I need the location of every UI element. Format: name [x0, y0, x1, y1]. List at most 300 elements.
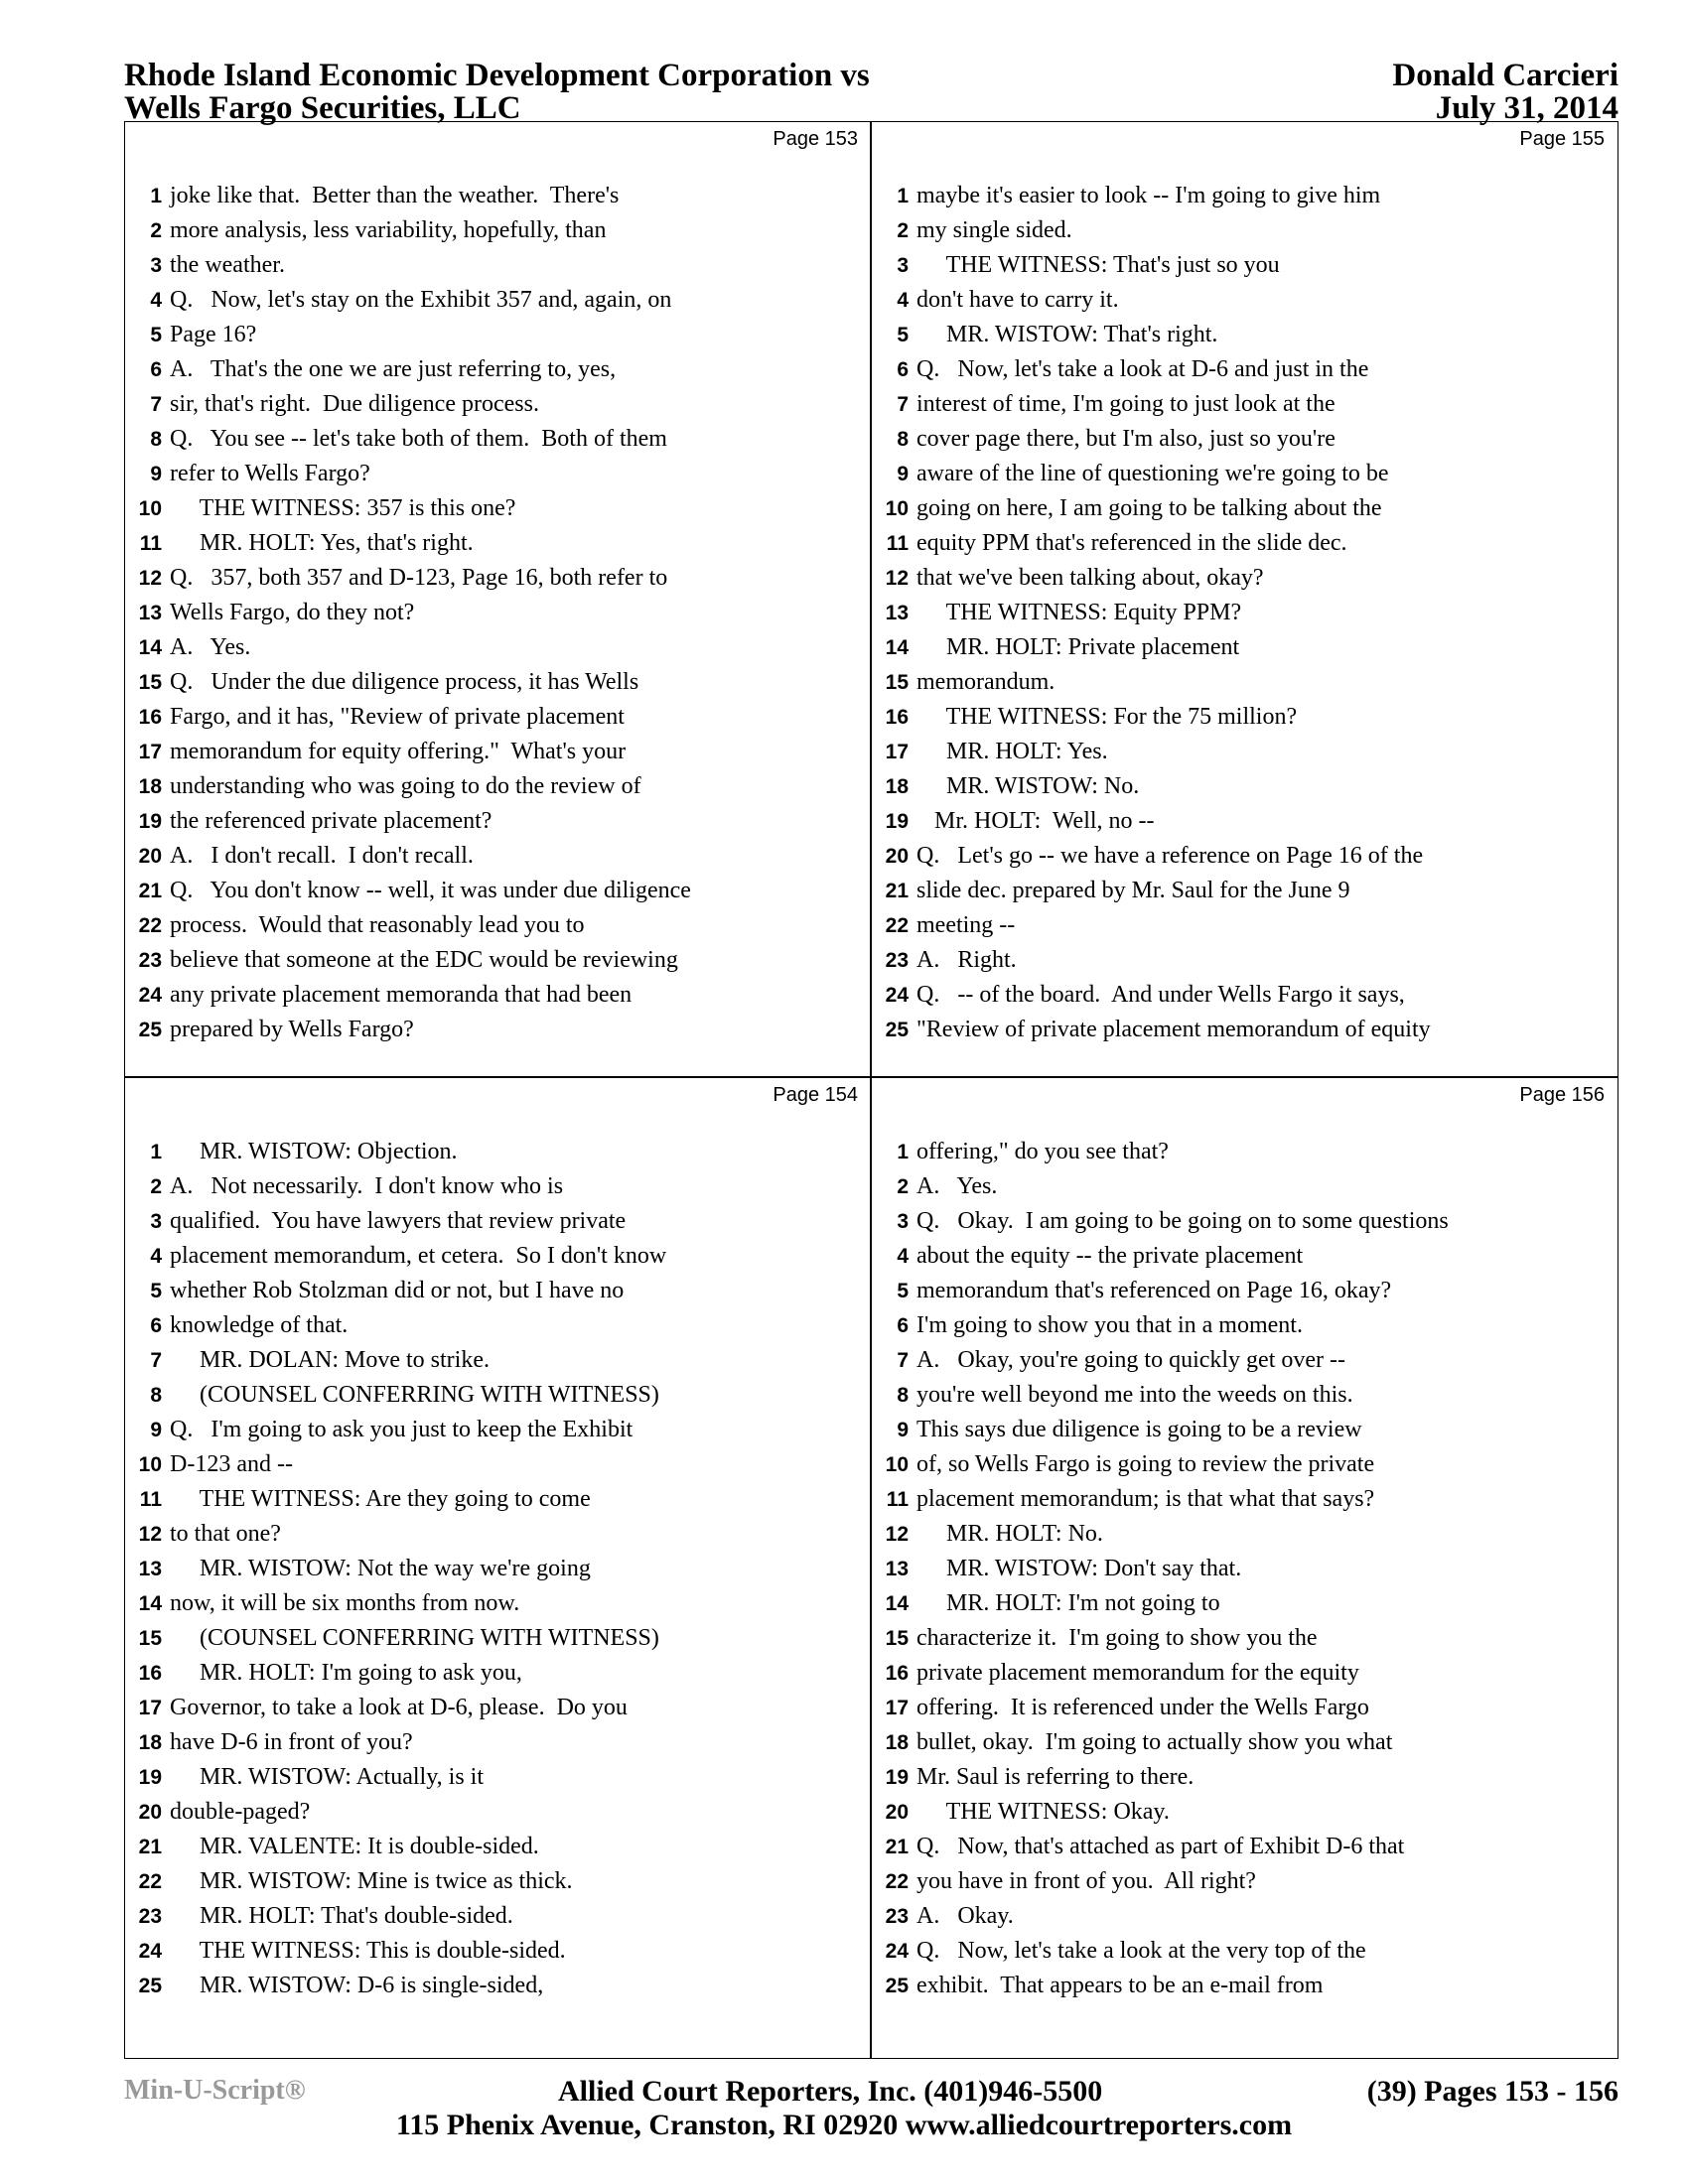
- transcript-line: [872, 491, 1617, 526]
- line-text: cover page there, but I'm also, just so you're: [916, 426, 1336, 452]
- line-number: 17: [885, 1697, 909, 1719]
- line-text: THE WITNESS: That's just so you: [916, 252, 1280, 278]
- line-text: I'm going to show you that in a moment.: [916, 1312, 1303, 1338]
- line-text: THE WITNESS: Are they going to come: [170, 1486, 591, 1512]
- transcript-line: [872, 1135, 1617, 1169]
- transcript-line: [125, 769, 870, 804]
- transcript-line: [125, 1899, 870, 1934]
- line-number: 25: [138, 1975, 162, 1997]
- line-number: 2: [150, 1175, 162, 1198]
- line-text: understanding who was going to do the review of: [170, 773, 641, 799]
- line-text: prepared by Wells Fargo?: [170, 1017, 414, 1042]
- line-list: [125, 179, 870, 1047]
- transcript-line: [125, 1621, 870, 1656]
- line-text: process. Would that reasonably lead you to: [170, 912, 585, 938]
- line-number: 22: [138, 1870, 162, 1893]
- page-number: Page 154: [773, 1084, 858, 1106]
- line-text: equity PPM that's referenced in the slide dec.: [916, 530, 1347, 556]
- transcript-line: [872, 630, 1617, 665]
- transcript-line: [125, 561, 870, 596]
- line-number: 6: [150, 358, 162, 381]
- line-text: MR. WISTOW: Not the way we're going: [170, 1556, 591, 1581]
- page-range: (39) Pages 153 - 156: [1366, 2075, 1618, 2108]
- line-number: 25: [138, 1019, 162, 1041]
- transcript-line: [872, 1013, 1617, 1047]
- line-text: MR. HOLT: Yes, that's right.: [170, 530, 474, 556]
- transcript-line: [872, 1830, 1617, 1864]
- line-text: private placement memorandum for the equity: [916, 1660, 1359, 1686]
- transcript-line: [872, 908, 1617, 943]
- transcript-line: [125, 1586, 870, 1621]
- line-text: placement memorandum; is that what that says?: [916, 1486, 1375, 1512]
- line-text: Q. I'm going to ask you just to keep the Exhibit: [170, 1417, 633, 1442]
- transcript-line: [125, 665, 870, 700]
- line-text: now, it will be six months from now.: [170, 1590, 520, 1616]
- line-text: Q. You see -- let's take both of them. Both of them: [170, 426, 667, 452]
- transcript-line: [872, 1691, 1617, 1725]
- transcript-line: [125, 1135, 870, 1169]
- transcript-page: [872, 1078, 1617, 2032]
- transcript-line: [125, 422, 870, 457]
- transcript-line: [872, 283, 1617, 318]
- transcript-line: [125, 1725, 870, 1760]
- transcript-line: [872, 978, 1617, 1013]
- line-number: 5: [897, 1280, 909, 1302]
- line-number: 22: [885, 914, 909, 937]
- line-text: Q. Now, let's stay on the Exhibit 357 and, again, on: [170, 287, 672, 313]
- line-number: 7: [897, 1349, 909, 1372]
- line-text: bullet, okay. I'm going to actually show you what: [916, 1729, 1393, 1755]
- line-number: 15: [885, 1627, 909, 1650]
- line-number: 11: [886, 1488, 909, 1511]
- transcript-line: [872, 1413, 1617, 1447]
- line-number: 8: [897, 1384, 909, 1407]
- transcript-line: [125, 596, 870, 630]
- line-number: 21: [138, 1836, 162, 1858]
- line-number: 20: [885, 845, 909, 868]
- line-text: double-paged?: [170, 1799, 311, 1825]
- line-text: you're well beyond me into the weeds on this.: [916, 1382, 1353, 1408]
- line-text: have D-6 in front of you?: [170, 1729, 413, 1755]
- line-number: 5: [150, 324, 162, 346]
- transcript-line: [125, 1864, 870, 1899]
- line-text: about the equity -- the private placement: [916, 1243, 1304, 1269]
- line-text: Fargo, and it has, "Review of private placement: [170, 704, 625, 730]
- transcript-line: [872, 352, 1617, 387]
- line-text: MR. HOLT: That's double-sided.: [170, 1903, 513, 1929]
- line-number: 18: [138, 775, 162, 798]
- transcript-page: [125, 122, 870, 1076]
- transcript-line: [872, 561, 1617, 596]
- line-text: exhibit. That appears to be an e-mail from: [916, 1973, 1324, 1998]
- transcript-line: [872, 179, 1617, 213]
- transcript-line: [125, 179, 870, 213]
- line-text: Q. -- of the board. And under Wells Fargo it says,: [916, 982, 1405, 1008]
- line-text: of, so Wells Fargo is going to review the private: [916, 1451, 1375, 1477]
- line-text: meeting --: [916, 912, 1016, 938]
- transcript-line: [125, 1378, 870, 1413]
- line-number: 21: [138, 880, 162, 902]
- line-number: 23: [138, 949, 162, 972]
- transcript-line: [872, 1517, 1617, 1552]
- line-number: 1: [150, 185, 162, 207]
- case-title: [124, 60, 870, 125]
- line-text: going on here, I am going to be talking about the: [916, 495, 1382, 521]
- line-number: 16: [138, 706, 162, 729]
- line-number: 9: [897, 1419, 909, 1441]
- line-text: my single sided.: [916, 217, 1072, 243]
- line-text: interest of time, I'm going to just look at the: [916, 391, 1336, 417]
- transcript-line: [125, 700, 870, 735]
- transcript-line: [872, 1169, 1617, 1204]
- line-number: 11: [139, 532, 162, 555]
- page-number: Page 156: [1519, 1084, 1605, 1106]
- transcript-line: [872, 769, 1617, 804]
- line-text: MR. WISTOW: No.: [916, 773, 1140, 799]
- line-number: 23: [885, 1905, 909, 1928]
- line-number: 23: [885, 949, 909, 972]
- line-text: the weather.: [170, 252, 285, 278]
- line-text: Q. Now, let's take a look at D-6 and just in the: [916, 356, 1369, 382]
- transcript-line: [872, 1378, 1617, 1413]
- line-number: 14: [138, 1592, 162, 1615]
- reporter-company: Allied Court Reporters, Inc. (401)946-5500: [558, 2075, 1103, 2108]
- line-number: 17: [138, 1697, 162, 1719]
- line-text: A. Yes.: [170, 634, 251, 660]
- line-number: 23: [138, 1905, 162, 1928]
- line-text: Mr. Saul is referring to there.: [916, 1764, 1195, 1790]
- line-text: offering," do you see that?: [916, 1139, 1169, 1164]
- line-number: 10: [138, 497, 162, 520]
- line-text: you have in front of you. All right?: [916, 1868, 1256, 1894]
- line-text: qualified. You have lawyers that review private: [170, 1208, 627, 1234]
- line-number: 2: [897, 219, 909, 242]
- line-text: placement memorandum, et cetera. So I don't know: [170, 1243, 667, 1269]
- transcript-line: [125, 1308, 870, 1343]
- line-number: 3: [150, 254, 162, 277]
- line-number: 12: [138, 1523, 162, 1546]
- line-number: 18: [885, 775, 909, 798]
- min-u-script-brand: Min-U-Script®: [124, 2075, 306, 2106]
- line-number: 12: [885, 567, 909, 590]
- transcript-line: [872, 1656, 1617, 1691]
- transcript-line: [872, 1308, 1617, 1343]
- line-text: MR. WISTOW: D-6 is single-sided,: [170, 1973, 544, 1998]
- transcript-page: [872, 122, 1617, 1076]
- line-number: 3: [897, 254, 909, 277]
- line-text: memorandum that's referenced on Page 16, okay?: [916, 1278, 1392, 1303]
- line-number: 7: [897, 393, 909, 416]
- line-number: 21: [885, 1836, 909, 1858]
- line-text: that we've been talking about, okay?: [916, 565, 1264, 591]
- line-number: 6: [150, 1314, 162, 1337]
- line-number: 17: [885, 741, 909, 763]
- line-number: 7: [150, 1349, 162, 1372]
- transcript-line: [872, 1447, 1617, 1482]
- line-text: offering. It is referenced under the Wells Fargo: [916, 1695, 1369, 1720]
- line-number: 25: [885, 1975, 909, 1997]
- transcript-grid: [124, 121, 1618, 2059]
- line-text: to that one?: [170, 1521, 281, 1547]
- line-number: 16: [885, 706, 909, 729]
- page-number: Page 153: [773, 128, 858, 150]
- line-number: 2: [897, 1175, 909, 1198]
- line-text: A. Not necessarily. I don't know who is: [170, 1173, 564, 1199]
- transcript-line: [125, 1169, 870, 1204]
- line-text: THE WITNESS: For the 75 million?: [916, 704, 1298, 730]
- transcript-line: [125, 1830, 870, 1864]
- line-text: sir, that's right. Due diligence process.: [170, 391, 539, 417]
- transcript-line: [125, 457, 870, 491]
- transcript-line: [872, 1969, 1617, 2003]
- line-number: 20: [138, 845, 162, 868]
- line-text: A. Right.: [916, 947, 1017, 973]
- transcript-line: [872, 665, 1617, 700]
- transcript-line: [125, 1343, 870, 1378]
- line-number: 13: [885, 602, 909, 624]
- transcript-line: [125, 1795, 870, 1830]
- transcript-page: [125, 1078, 870, 2032]
- line-number: 18: [885, 1731, 909, 1754]
- transcript-line: [872, 248, 1617, 283]
- line-number: 3: [150, 1210, 162, 1233]
- transcript-line: [125, 213, 870, 248]
- transcript-line: [125, 1552, 870, 1586]
- transcript-line: [125, 1013, 870, 1047]
- line-number: 7: [150, 393, 162, 416]
- line-number: 8: [897, 428, 909, 451]
- transcript-line: [872, 943, 1617, 978]
- transcript-line: [125, 526, 870, 561]
- transcript-line: [125, 318, 870, 352]
- transcript-line: [872, 318, 1617, 352]
- line-number: 4: [150, 1245, 162, 1268]
- line-number: 19: [138, 1766, 162, 1789]
- line-number: 6: [897, 358, 909, 381]
- transcript-line: [125, 839, 870, 874]
- transcript-line: [872, 1343, 1617, 1378]
- line-text: any private placement memoranda that had been: [170, 982, 633, 1008]
- line-number: 15: [885, 671, 909, 694]
- transcript-line: [872, 839, 1617, 874]
- line-text: Governor, to take a look at D-6, please. Do you: [170, 1695, 628, 1720]
- transcript-line: [125, 1239, 870, 1274]
- line-list: [872, 179, 1617, 1047]
- line-number: 20: [138, 1801, 162, 1824]
- line-number: 1: [897, 185, 909, 207]
- line-text: THE WITNESS: Equity PPM?: [916, 600, 1242, 625]
- line-number: 13: [138, 602, 162, 624]
- transcript-line: [125, 1934, 870, 1969]
- transcript-line: [125, 1413, 870, 1447]
- line-number: 14: [138, 636, 162, 659]
- transcript-line: [125, 804, 870, 839]
- transcript-line: [872, 1274, 1617, 1308]
- line-number: 1: [150, 1141, 162, 1163]
- line-text: Q. Now, that's attached as part of Exhibit D-6 that: [916, 1834, 1405, 1859]
- transcript-line: [872, 1586, 1617, 1621]
- transcript-line: [872, 457, 1617, 491]
- line-number: 22: [885, 1870, 909, 1893]
- line-number: 6: [897, 1314, 909, 1337]
- transcript-line: [125, 735, 870, 769]
- line-number: 9: [897, 463, 909, 485]
- line-text: (COUNSEL CONFERRING WITH WITNESS): [170, 1382, 659, 1408]
- witness-date: [1392, 60, 1618, 125]
- transcript-line: [125, 978, 870, 1013]
- transcript-line: [125, 491, 870, 526]
- transcript-line: [125, 630, 870, 665]
- line-text: MR. HOLT: I'm not going to: [916, 1590, 1220, 1616]
- line-number: 12: [885, 1523, 909, 1546]
- line-text: MR. HOLT: Yes.: [916, 739, 1108, 764]
- line-number: 11: [886, 532, 909, 555]
- transcript-line: [872, 804, 1617, 839]
- transcript-line: [125, 1517, 870, 1552]
- transcript-line: [872, 1552, 1617, 1586]
- line-text: memorandum.: [916, 669, 1055, 695]
- line-text: believe that someone at the EDC would be reviewing: [170, 947, 678, 973]
- transcript-line: [872, 387, 1617, 422]
- transcript-line: [872, 526, 1617, 561]
- line-number: 17: [138, 741, 162, 763]
- line-number: 9: [150, 463, 162, 485]
- transcript-line: [125, 1760, 870, 1795]
- line-text: memorandum for equity offering." What's your: [170, 739, 627, 764]
- line-number: 13: [138, 1558, 162, 1580]
- transcript-line: [125, 1447, 870, 1482]
- witness-name: Donald Carcieri: [1392, 58, 1618, 93]
- transcript-line: [872, 1899, 1617, 1934]
- line-text: Q. Let's go -- we have a reference on Page 16 of the: [916, 843, 1424, 869]
- line-text: Q. You don't know -- well, it was under due diligence: [170, 878, 691, 903]
- line-number: 16: [885, 1662, 909, 1685]
- line-text: Q. Now, let's take a look at the very top of the: [916, 1938, 1366, 1964]
- line-text: MR. WISTOW: That's right.: [916, 322, 1218, 347]
- line-text: Q. Under the due diligence process, it has Wells: [170, 669, 639, 695]
- line-number: 8: [150, 1384, 162, 1407]
- line-text: Page 16?: [170, 322, 257, 347]
- line-text: refer to Wells Fargo?: [170, 461, 370, 486]
- line-text: MR. VALENTE: It is double-sided.: [170, 1834, 539, 1859]
- line-text: the referenced private placement?: [170, 808, 492, 834]
- transcript-line: [125, 1656, 870, 1691]
- line-text: D-123 and --: [170, 1451, 293, 1477]
- line-text: A. I don't recall. I don't recall.: [170, 843, 474, 869]
- line-text: slide dec. prepared by Mr. Saul for the June 9: [916, 878, 1350, 903]
- deposition-date: July 31, 2014: [1435, 90, 1618, 126]
- line-text: A. Okay, you're going to quickly get over --: [916, 1347, 1345, 1373]
- line-text: knowledge of that.: [170, 1312, 349, 1338]
- line-number: 4: [897, 289, 909, 312]
- line-number: 10: [885, 497, 909, 520]
- line-number: 14: [885, 1592, 909, 1615]
- line-text: MR. HOLT: Private placement: [916, 634, 1240, 660]
- line-text: Wells Fargo, do they not?: [170, 600, 415, 625]
- page-number: Page 155: [1519, 128, 1605, 150]
- line-list: [125, 1135, 870, 2003]
- line-number: 1: [897, 1141, 909, 1163]
- line-text: MR. WISTOW: Don't say that.: [916, 1556, 1242, 1581]
- transcript-line: [125, 1274, 870, 1308]
- line-number: 24: [138, 1940, 162, 1963]
- line-number: 24: [138, 984, 162, 1007]
- case-title-line1: Rhode Island Economic Development Corporation vs: [124, 58, 870, 93]
- line-number: 18: [138, 1731, 162, 1754]
- line-number: 20: [885, 1801, 909, 1824]
- line-list: [872, 1135, 1617, 2003]
- line-number: 19: [885, 1766, 909, 1789]
- line-text: don't have to carry it.: [916, 287, 1119, 313]
- transcript-line: [125, 943, 870, 978]
- line-number: 14: [885, 636, 909, 659]
- line-text: THE WITNESS: This is double-sided.: [170, 1938, 566, 1964]
- transcript-line: [872, 422, 1617, 457]
- line-text: characterize it. I'm going to show you the: [916, 1625, 1318, 1651]
- line-text: THE WITNESS: Okay.: [916, 1799, 1170, 1825]
- line-number: 4: [897, 1245, 909, 1268]
- line-number: 12: [138, 567, 162, 590]
- transcript-line: [872, 700, 1617, 735]
- line-text: A. That's the one we are just referring to, yes,: [170, 356, 617, 382]
- line-number: 3: [897, 1210, 909, 1233]
- transcript-line: [872, 1204, 1617, 1239]
- transcript-line: [872, 1864, 1617, 1899]
- line-number: 2: [150, 219, 162, 242]
- line-number: 19: [138, 810, 162, 833]
- transcript-line: [125, 908, 870, 943]
- case-title-line2: Wells Fargo Securities, LLC: [124, 90, 521, 126]
- line-number: 25: [885, 1019, 909, 1041]
- transcript-line: [872, 596, 1617, 630]
- line-text: A. Okay.: [916, 1903, 1014, 1929]
- transcript-line: [125, 1204, 870, 1239]
- transcript-line: [125, 1969, 870, 2003]
- line-number: 5: [150, 1280, 162, 1302]
- line-text: Q. 357, both 357 and D-123, Page 16, both refer to: [170, 565, 668, 591]
- line-text: MR. HOLT: I'm going to ask you,: [170, 1660, 522, 1686]
- line-text: whether Rob Stolzman did or not, but I have no: [170, 1278, 625, 1303]
- transcript-line: [872, 874, 1617, 908]
- line-text: MR. WISTOW: Actually, is it: [170, 1764, 484, 1790]
- line-text: MR. WISTOW: Mine is twice as thick.: [170, 1868, 573, 1894]
- line-number: 24: [885, 984, 909, 1007]
- line-number: 11: [139, 1488, 162, 1511]
- line-number: 21: [885, 880, 909, 902]
- line-text: MR. HOLT: No.: [916, 1521, 1103, 1547]
- line-text: aware of the line of questioning we're going to be: [916, 461, 1389, 486]
- transcript-line: [125, 283, 870, 318]
- transcript-line: [872, 735, 1617, 769]
- line-text: THE WITNESS: 357 is this one?: [170, 495, 516, 521]
- line-text: Q. Okay. I am going to be going on to some questions: [916, 1208, 1449, 1234]
- line-number: 5: [897, 324, 909, 346]
- line-number: 9: [150, 1419, 162, 1441]
- transcript-line: [872, 1934, 1617, 1969]
- transcript-line: [872, 1725, 1617, 1760]
- line-number: 16: [138, 1662, 162, 1685]
- line-text: "Review of private placement memorandum of equity: [916, 1017, 1431, 1042]
- line-text: MR. DOLAN: Move to strike.: [170, 1347, 490, 1373]
- line-number: 24: [885, 1940, 909, 1963]
- transcript-line: [125, 874, 870, 908]
- line-number: 4: [150, 289, 162, 312]
- transcript-line: [872, 1760, 1617, 1795]
- line-text: MR. WISTOW: Objection.: [170, 1139, 458, 1164]
- line-text: maybe it's easier to look -- I'm going to give him: [916, 183, 1381, 208]
- transcript-line: [125, 352, 870, 387]
- line-number: 10: [885, 1453, 909, 1476]
